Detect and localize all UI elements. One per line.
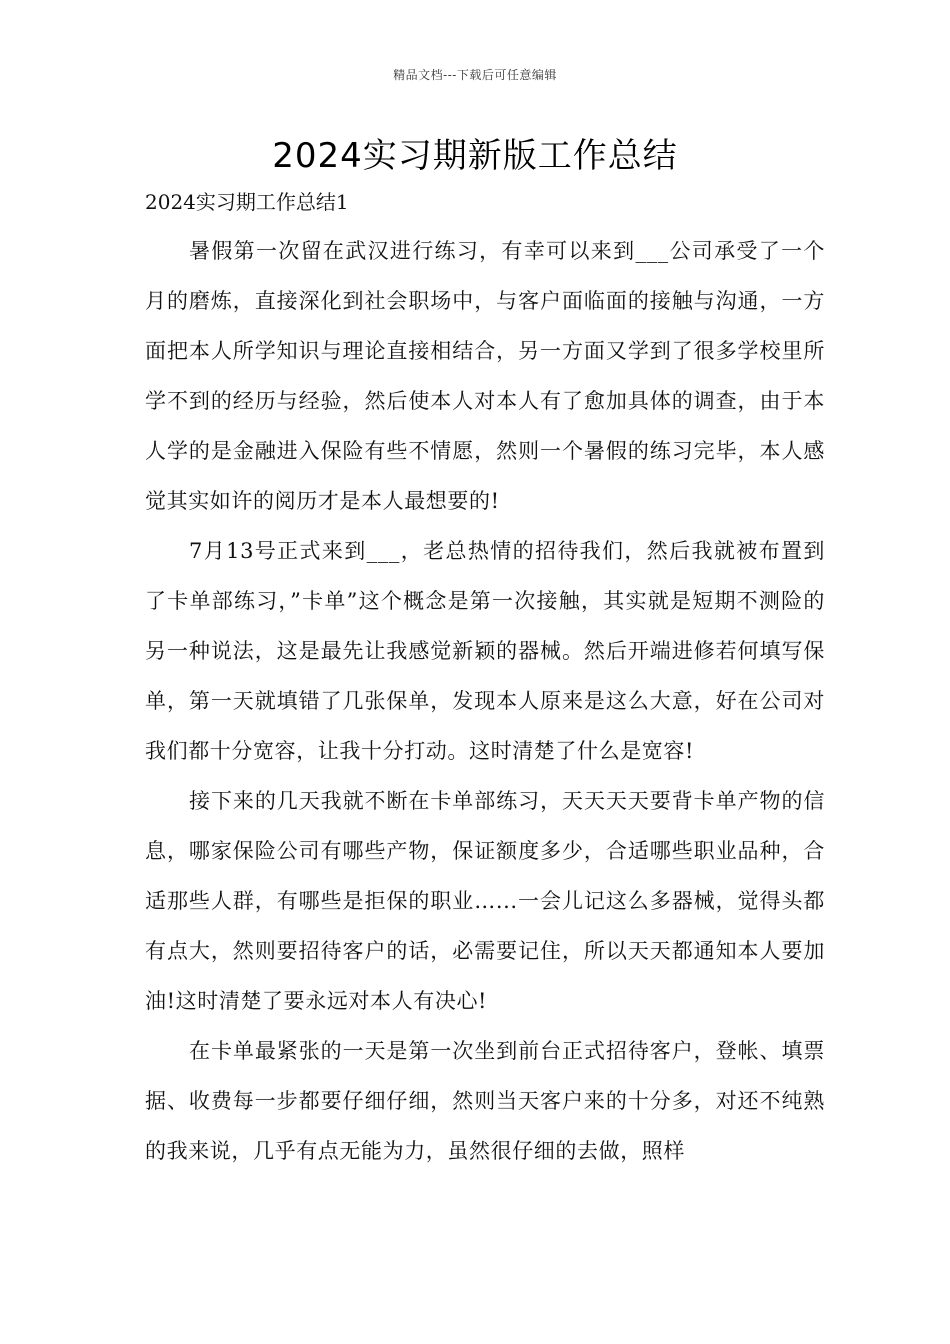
- document-body: [145, 226, 825, 1176]
- header-note: 精品文档---下载后可任意编辑: [393, 68, 557, 82]
- paragraph-4: 在卡单最紧张的一天是第一次坐到前台正式招待客户，登帐、填票据、收费每一步都要仔细仔细，然则当天客户来的十分多，对还不纯熟的我来说，几乎有点无能为力，虽然很仔细的去做，照样: [145, 1039, 825, 1163]
- section-subheading: 2024实习期工作总结1: [145, 190, 349, 214]
- paragraph-3: 接下来的几天我就不断在卡单部练习，天天天天要背卡单产物的信息，哪家保险公司有哪些产物，保证额度多少，合适哪些职业品种，合适那些人群，有哪些是拒保的职业…...一会儿记这么多器械，觉得头都有点大，然则要招待客户的话，必需要记住，所以天天都通知本人要加油!这时清楚了要永远对本人有决心!: [145, 789, 825, 1013]
- paragraph-1: 暑假第一次留在武汉进行练习，有幸可以来到___公司承受了一个月的磨炼，直接深化到社会职场中，与客户面临面的接触与沟通，一方面把本人所学知识与理论直接相结合，另一方面又学到了很多学校里所学不到的经历与经验，然后使本人对本人有了愈加具体的调查，由于本人学的是金融进入保险有些不情愿，然则一个暑假的练习完毕，本人感觉其实如许的阅历才是本人最想要的!: [145, 239, 825, 513]
- document-title: 2024实习期新版工作总结: [272, 136, 678, 176]
- paragraph-2: 7月13号正式来到___，老总热情的招待我们，然后我就被布置到了卡单部练习，”卡单”这个概念是第一次接触，其实就是短期不测险的另一种说法，这是最先让我感觉新颖的器械。然后开端进修若何填写保单，第一天就填错了几张保单，发现本人原来是这么大意，好在公司对我们都十分宽容，让我十分打动。这时清楚了什么是宽容!: [145, 539, 825, 763]
